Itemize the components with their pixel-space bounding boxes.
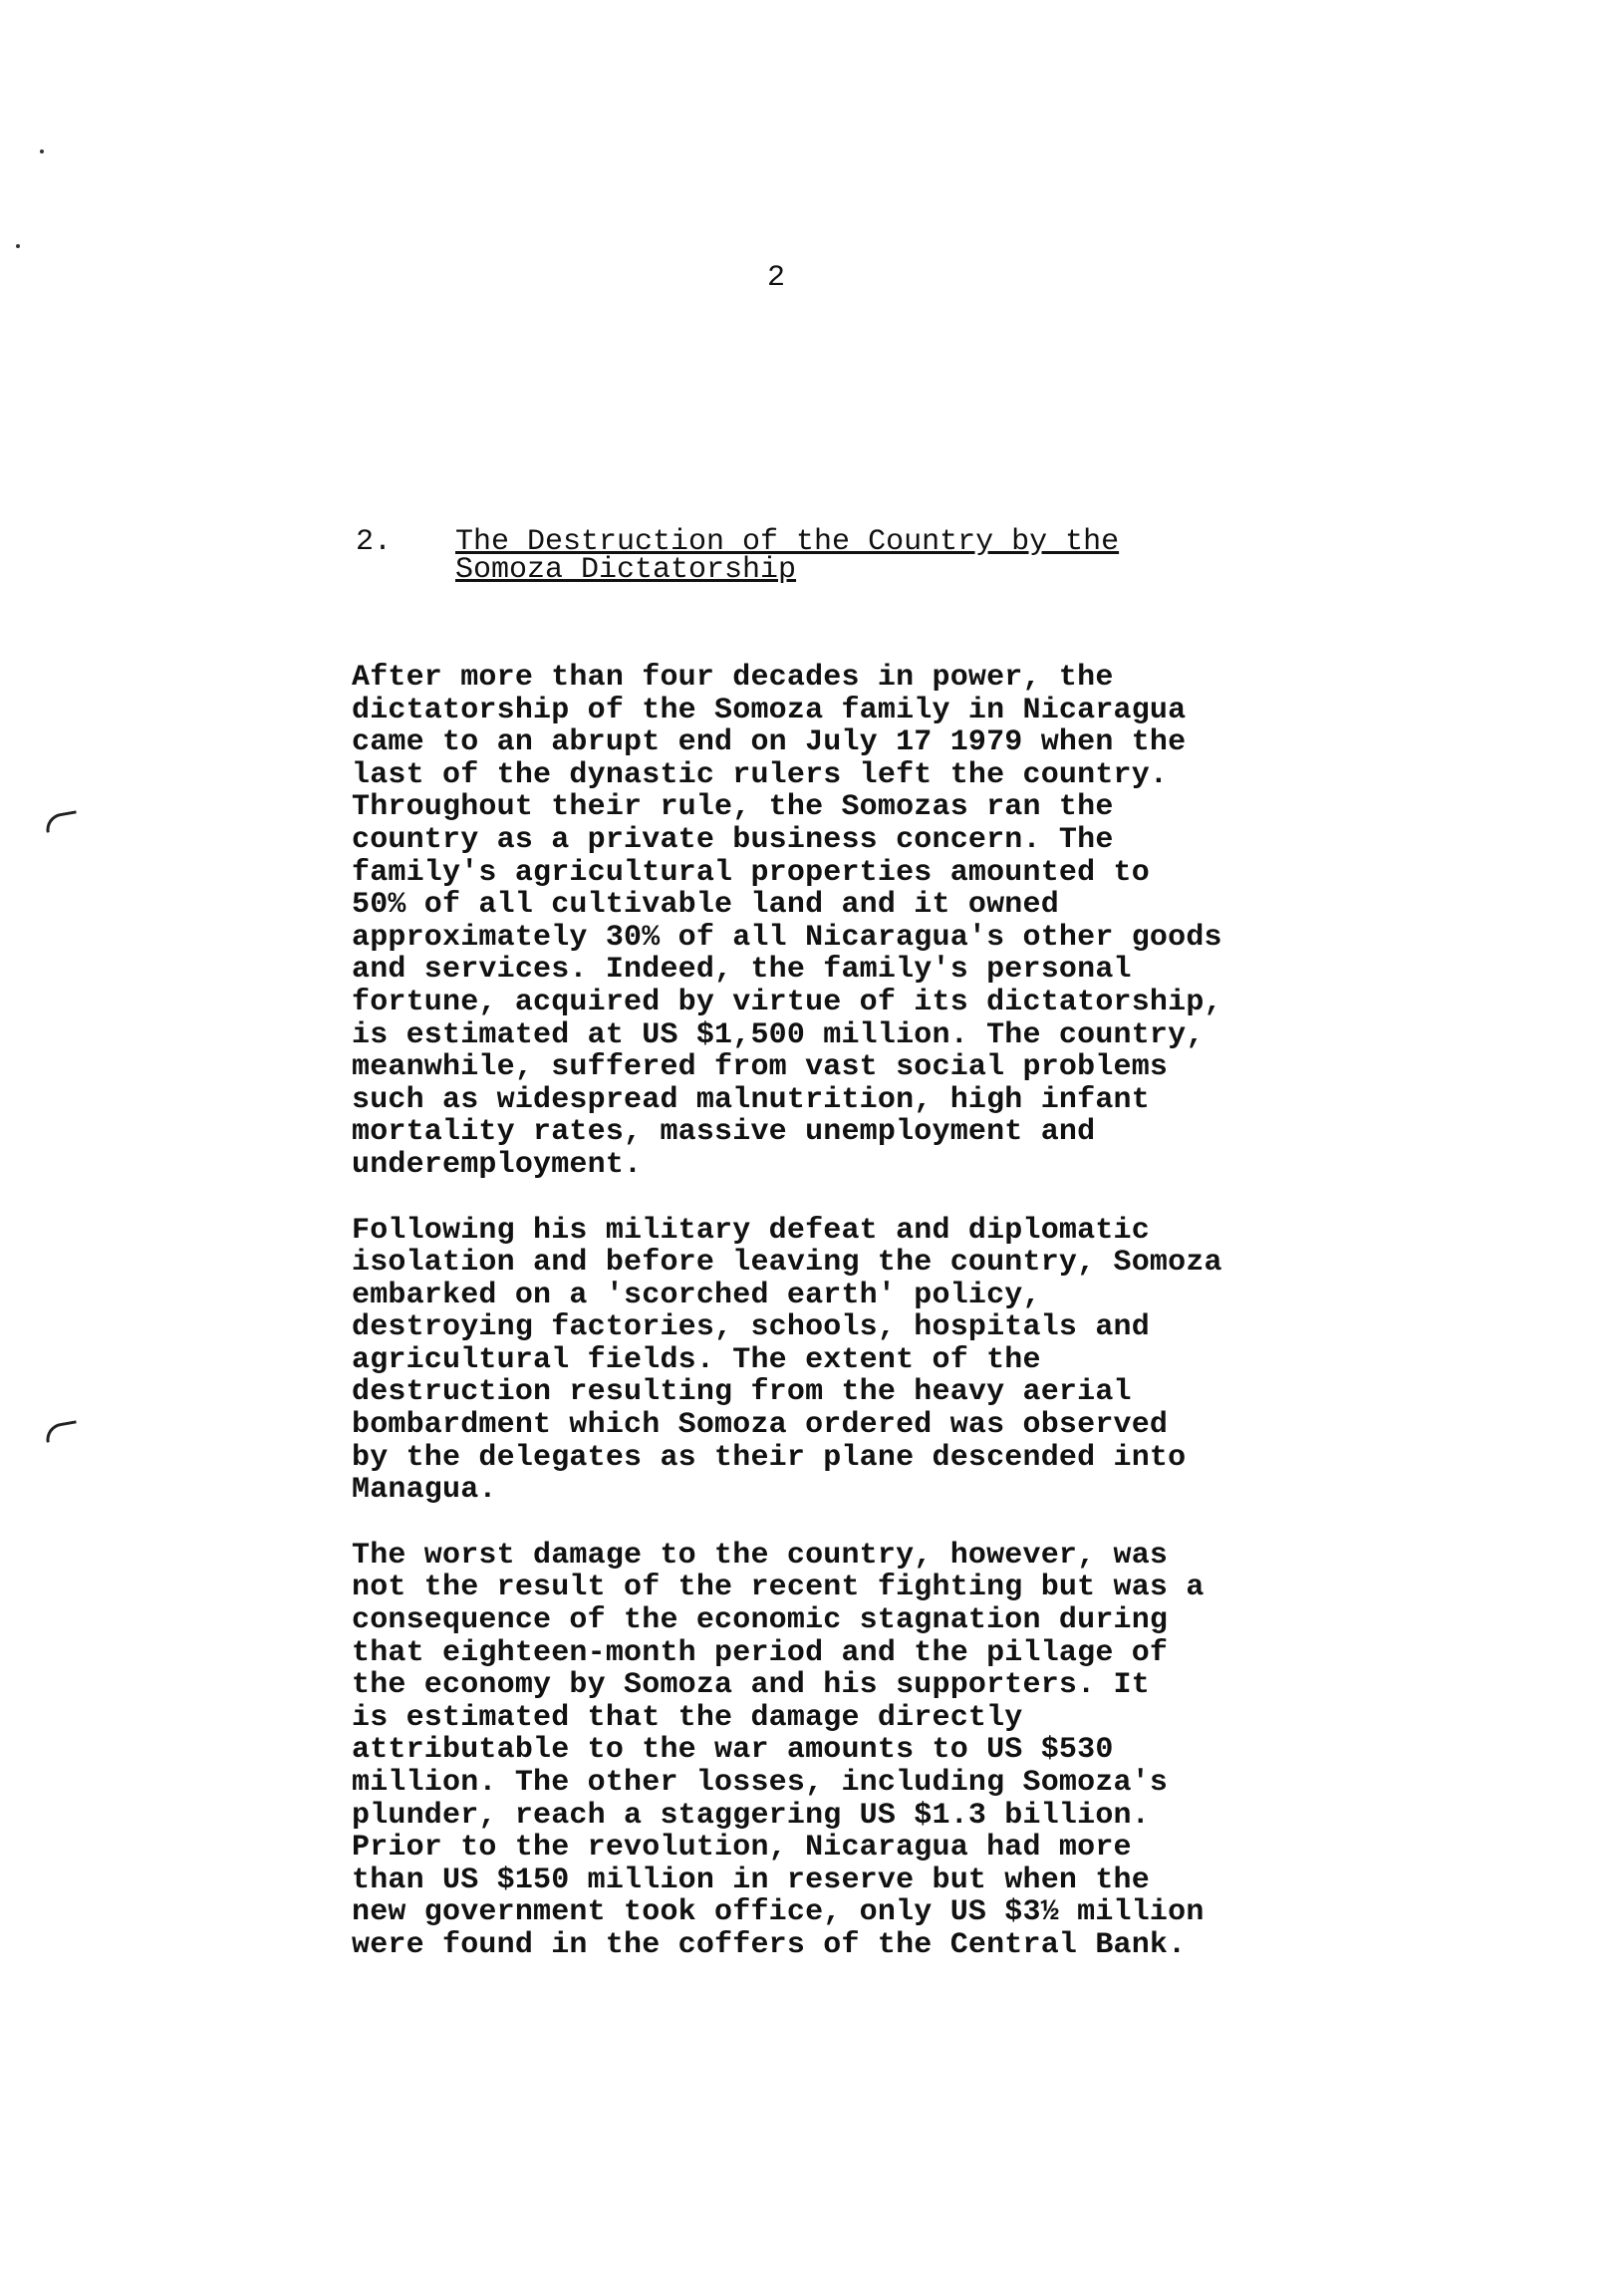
paragraph-3: The worst damage to the country, however, was not the result of the recent fighting but was a consequence of the economic stagnation during that eighteen-month period and the pillage of the economy by Somoza and his supporters. It is estimated that the damage directly attributable to the war amounts to US $530 million. The other losses, including Somoza's plunder, reach a staggering US $1.3 billion. Prior to the revolution, Nicaragua had more than US $150 million in reserve but when the new government took office, only US $3½ million were found in the coffers of the Central Bank. xyxy=(352,1538,1205,1962)
body-text xyxy=(352,662,1348,1995)
section-title: The Destruction of the Country by the Somoza Dictatorship xyxy=(455,525,1120,587)
section-number: 2. xyxy=(356,525,393,559)
paragraph-1: After more than four decades in power, the dictatorship of the Somoza family in Nicaragua came to an abrupt end on July 17 1979 when the last of the dynastic rulers left the country. Throughout their rule, the Somozas ran the country as a private business concern. The family's agricultural properties amounted to 50% of all cultivable land and it owned approximately 30% of all Nicaragua's other goods and services. Indeed, the family's personal fortune, acquired by virtue of its dictatorship, is estimated at US $1,500 million. The country, meanwhile, suffered from vast social problems such as widespread malnutrition, high infant mortality rates, massive unemployment and underemployment. xyxy=(352,661,1222,1182)
scan-speck-icon xyxy=(16,244,20,248)
scan-speck-icon xyxy=(40,149,44,153)
paragraph-2: Following his military defeat and diplomatic isolation and before leaving the country, Somoza embarked on a 'scorched earth' policy, destroying factories, schools, hospitals and agricultural fields. The extent of the destruction resulting from the heavy aerial bombardment which Somoza ordered was observed by the delegates as their plane descended into Managua. xyxy=(352,1213,1222,1508)
section-heading xyxy=(356,525,1252,587)
page-number: 2 xyxy=(767,261,786,295)
punch-hole-mark-icon xyxy=(44,1420,79,1442)
punch-hole-mark-icon xyxy=(44,810,79,832)
